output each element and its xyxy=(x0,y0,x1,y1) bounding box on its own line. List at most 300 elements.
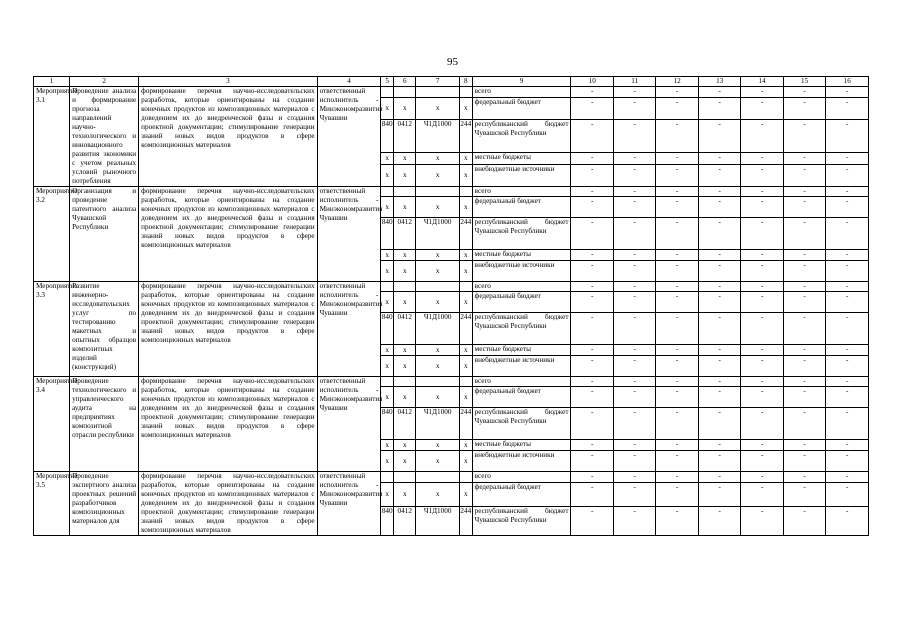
year-value: - xyxy=(613,218,655,250)
year-value: - xyxy=(698,472,740,483)
funding-source: республиканский бюджет Чувашской Республики xyxy=(472,218,571,250)
year-value: - xyxy=(826,87,869,98)
year-value: - xyxy=(571,218,613,250)
year-value: - xyxy=(783,313,825,345)
year-value: - xyxy=(698,387,740,408)
code-grbs: 840 xyxy=(381,119,394,153)
year-value: - xyxy=(656,408,698,440)
year-value: - xyxy=(613,507,655,536)
year-value: - xyxy=(826,313,869,345)
header-cell: 3 xyxy=(139,77,317,87)
year-value: - xyxy=(656,356,698,377)
code-cell xyxy=(381,187,394,197)
year-value: - xyxy=(698,153,740,165)
header-cell: 6 xyxy=(394,77,416,87)
year-value: - xyxy=(656,261,698,282)
year-value: - xyxy=(656,282,698,292)
year-value: - xyxy=(826,292,869,313)
year-value: - xyxy=(741,440,783,451)
code-x: x xyxy=(416,292,460,313)
code-x: x xyxy=(381,451,394,472)
year-value: - xyxy=(656,218,698,250)
year-value: - xyxy=(698,164,740,186)
header-cell: 8 xyxy=(459,77,472,87)
year-value: - xyxy=(698,356,740,377)
year-value: - xyxy=(571,153,613,165)
year-value: - xyxy=(783,97,825,119)
year-value: - xyxy=(613,472,655,483)
table-row xyxy=(34,472,869,483)
year-value: - xyxy=(826,507,869,536)
code-grbs: 840 xyxy=(381,507,394,536)
year-value: - xyxy=(698,282,740,292)
page-number: 95 xyxy=(447,56,458,68)
header-cell: 11 xyxy=(613,77,655,87)
funding-source: всего xyxy=(472,87,571,98)
year-value: - xyxy=(613,261,655,282)
header-cell: 16 xyxy=(826,77,869,87)
funding-source: республиканский бюджет Чувашской Республики xyxy=(472,313,571,345)
funding-source: местные бюджеты xyxy=(472,250,571,261)
code-x: x xyxy=(381,292,394,313)
code-cell xyxy=(394,377,416,387)
measure-executor: ответственный исполнитель - Минэкономразвития Чувашии xyxy=(317,377,381,472)
year-value: - xyxy=(613,197,655,218)
year-value: - xyxy=(741,292,783,313)
year-value: - xyxy=(571,164,613,186)
code-cell xyxy=(381,282,394,292)
year-value: - xyxy=(826,250,869,261)
year-value: - xyxy=(783,261,825,282)
header-cell: 9 xyxy=(472,77,571,87)
code-cell xyxy=(459,472,472,483)
code-x: x xyxy=(416,261,460,282)
year-value: - xyxy=(783,250,825,261)
header-cell: 5 xyxy=(381,77,394,87)
code-expense-type: 244 xyxy=(459,507,472,536)
year-value: - xyxy=(698,119,740,153)
year-value: - xyxy=(741,387,783,408)
year-value: - xyxy=(741,507,783,536)
year-value: - xyxy=(826,282,869,292)
code-target-article: Ч1Д1000 xyxy=(416,119,460,153)
year-value: - xyxy=(698,440,740,451)
code-cell xyxy=(459,282,472,292)
code-x: x xyxy=(381,483,394,507)
measure-result: формирование перечня научно-исследовательских разработок, которые ориентированы на создание конечных продуктов из композиционных материалов с доведением их до внедренческой фазы и создания проектной документации; стимулирование генерации знаний новых видов продуктов в сфере композиционных материалов xyxy=(139,472,317,536)
year-value: - xyxy=(613,97,655,119)
code-target-article: Ч1Д1000 xyxy=(416,218,460,250)
code-x: x xyxy=(394,345,416,356)
code-expense-type: 244 xyxy=(459,218,472,250)
code-x: x xyxy=(459,97,472,119)
measure-id: Мероприятие 3.4 xyxy=(34,377,70,472)
year-value: - xyxy=(698,483,740,507)
year-value: - xyxy=(656,97,698,119)
year-value: - xyxy=(783,187,825,197)
code-cell xyxy=(416,282,460,292)
measure-id: Мероприятие 3.3 xyxy=(34,282,70,377)
year-value: - xyxy=(698,250,740,261)
year-value: - xyxy=(613,408,655,440)
table-row xyxy=(34,282,869,292)
year-value: - xyxy=(698,451,740,472)
year-value: - xyxy=(656,250,698,261)
code-x: x xyxy=(394,250,416,261)
code-section: 0412 xyxy=(394,313,416,345)
code-x: x xyxy=(416,197,460,218)
year-value: - xyxy=(741,345,783,356)
year-value: - xyxy=(698,187,740,197)
year-value: - xyxy=(826,153,869,165)
year-value: - xyxy=(571,377,613,387)
year-value: - xyxy=(571,261,613,282)
code-cell xyxy=(381,377,394,387)
year-value: - xyxy=(826,440,869,451)
funding-source: внебюджетные источники xyxy=(472,451,571,472)
year-value: - xyxy=(656,153,698,165)
code-cell xyxy=(394,187,416,197)
year-value: - xyxy=(613,483,655,507)
code-x: x xyxy=(394,153,416,165)
measure-executor: ответственный исполнитель - Минэкономразвития Чувашии xyxy=(317,472,381,536)
year-value: - xyxy=(613,153,655,165)
year-value: - xyxy=(741,218,783,250)
year-value: - xyxy=(826,472,869,483)
code-x: x xyxy=(416,483,460,507)
code-cell xyxy=(459,87,472,98)
code-x: x xyxy=(416,97,460,119)
year-value: - xyxy=(783,292,825,313)
code-cell xyxy=(394,282,416,292)
year-value: - xyxy=(613,377,655,387)
year-value: - xyxy=(783,282,825,292)
year-value: - xyxy=(613,387,655,408)
code-x: x xyxy=(416,153,460,165)
year-value: - xyxy=(783,472,825,483)
code-x: x xyxy=(381,250,394,261)
code-x: x xyxy=(459,292,472,313)
year-value: - xyxy=(741,377,783,387)
year-value: - xyxy=(741,261,783,282)
code-x: x xyxy=(459,197,472,218)
year-value: - xyxy=(656,377,698,387)
year-value: - xyxy=(783,507,825,536)
year-value: - xyxy=(826,451,869,472)
year-value: - xyxy=(826,119,869,153)
code-expense-type: 244 xyxy=(459,408,472,440)
year-value: - xyxy=(783,218,825,250)
year-value: - xyxy=(571,472,613,483)
measure-result: формирование перечня научно-исследовательских разработок, которые ориентированы на создание конечных продуктов из композиционных материалов с доведением их до внедренческой фазы и создания проектной документации; стимулирование генерации знаний новых видов продуктов в сфере композиционных материалов xyxy=(139,187,317,282)
code-cell xyxy=(416,472,460,483)
code-x: x xyxy=(394,356,416,377)
year-value: - xyxy=(571,483,613,507)
header-cell: 13 xyxy=(698,77,740,87)
year-value: - xyxy=(741,87,783,98)
year-value: - xyxy=(826,187,869,197)
year-value: - xyxy=(698,313,740,345)
code-x: x xyxy=(459,356,472,377)
year-value: - xyxy=(571,408,613,440)
code-cell xyxy=(394,472,416,483)
code-x: x xyxy=(416,440,460,451)
funding-source: внебюджетные источники xyxy=(472,164,571,186)
code-x: x xyxy=(459,164,472,186)
measure-name: Проведение экспертного анализа проектных решений разработчиков композиционных материалов для xyxy=(70,472,139,536)
year-value: - xyxy=(698,261,740,282)
year-value: - xyxy=(656,507,698,536)
measure-result: формирование перечня научно-исследовательских разработок, которые ориентированы на создание конечных продуктов из композиционных материалов с доведением их до внедренческой фазы и создания проектной документации; стимулирование генерации знаний новых видов продуктов в сфере композиционных материалов xyxy=(139,282,317,377)
year-value: - xyxy=(613,356,655,377)
measure-name: Организация и проведение патентного анализа Чувашской Республики xyxy=(70,187,139,282)
header-cell: 4 xyxy=(317,77,381,87)
year-value: - xyxy=(741,408,783,440)
measure-name: Развитие инженерно-исследовательских услуг по тестированию макетных и опытных образцов композитных изделий (конструкций) xyxy=(70,282,139,377)
code-x: x xyxy=(394,197,416,218)
header-cell: 14 xyxy=(741,77,783,87)
year-value: - xyxy=(826,356,869,377)
code-cell xyxy=(416,187,460,197)
funding-source: федеральный бюджет xyxy=(472,483,571,507)
year-value: - xyxy=(698,345,740,356)
year-value: - xyxy=(783,387,825,408)
year-value: - xyxy=(741,472,783,483)
code-x: x xyxy=(394,451,416,472)
funding-source: местные бюджеты xyxy=(472,153,571,165)
code-cell xyxy=(416,377,460,387)
year-value: - xyxy=(656,483,698,507)
code-x: x xyxy=(394,97,416,119)
year-value: - xyxy=(571,356,613,377)
year-value: - xyxy=(613,313,655,345)
year-value: - xyxy=(741,97,783,119)
funding-source: республиканский бюджет Чувашской Республики xyxy=(472,408,571,440)
year-value: - xyxy=(741,356,783,377)
year-value: - xyxy=(613,451,655,472)
funding-source: всего xyxy=(472,472,571,483)
year-value: - xyxy=(783,164,825,186)
code-grbs: 840 xyxy=(381,313,394,345)
year-value: - xyxy=(571,250,613,261)
funding-source: федеральный бюджет xyxy=(472,292,571,313)
funding-source: местные бюджеты xyxy=(472,345,571,356)
code-x: x xyxy=(416,250,460,261)
table-row xyxy=(34,377,869,387)
code-grbs: 840 xyxy=(381,408,394,440)
measure-result: формирование перечня научно-исследовательских разработок, которые ориентированы на создание конечных продуктов из композиционных материалов с доведением их до внедренческой фазы и создания проектной документации; стимулирование генерации знаний новых видов продуктов в сфере композиционных материалов xyxy=(139,87,317,187)
code-x: x xyxy=(416,451,460,472)
measure-name: Проведение технологического и управленческого аудита на предприятиях композитной отрасли республики xyxy=(70,377,139,472)
year-value: - xyxy=(613,164,655,186)
year-value: - xyxy=(741,451,783,472)
year-value: - xyxy=(698,97,740,119)
year-value: - xyxy=(613,292,655,313)
code-x: x xyxy=(381,164,394,186)
code-x: x xyxy=(459,440,472,451)
year-value: - xyxy=(783,483,825,507)
year-value: - xyxy=(571,97,613,119)
measure-id: Мероприятие 3.1 xyxy=(34,87,70,187)
code-target-article: Ч1Д1000 xyxy=(416,313,460,345)
year-value: - xyxy=(783,451,825,472)
year-value: - xyxy=(698,87,740,98)
funding-source: всего xyxy=(472,187,571,197)
year-value: - xyxy=(571,292,613,313)
code-x: x xyxy=(381,440,394,451)
table-row xyxy=(34,87,869,98)
year-value: - xyxy=(613,87,655,98)
year-value: - xyxy=(741,187,783,197)
year-value: - xyxy=(571,507,613,536)
code-x: x xyxy=(416,345,460,356)
year-value: - xyxy=(571,451,613,472)
year-value: - xyxy=(741,164,783,186)
funding-source: республиканский бюджет Чувашской Республики xyxy=(472,507,571,536)
year-value: - xyxy=(826,218,869,250)
measure-id: Мероприятие 3.5 xyxy=(34,472,70,536)
code-x: x xyxy=(381,153,394,165)
code-expense-type: 244 xyxy=(459,313,472,345)
year-value: - xyxy=(656,292,698,313)
year-value: - xyxy=(741,119,783,153)
code-x: x xyxy=(381,345,394,356)
code-x: x xyxy=(459,153,472,165)
year-value: - xyxy=(698,377,740,387)
header-cell: 1 xyxy=(34,77,70,87)
year-value: - xyxy=(613,440,655,451)
year-value: - xyxy=(656,187,698,197)
year-value: - xyxy=(613,187,655,197)
year-value: - xyxy=(571,187,613,197)
code-target-article: Ч1Д1000 xyxy=(416,408,460,440)
code-x: x xyxy=(394,164,416,186)
year-value: - xyxy=(656,119,698,153)
header-cell: 15 xyxy=(783,77,825,87)
code-x: x xyxy=(459,451,472,472)
year-value: - xyxy=(656,345,698,356)
year-value: - xyxy=(698,197,740,218)
year-value: - xyxy=(613,250,655,261)
year-value: - xyxy=(698,408,740,440)
header-row xyxy=(34,77,869,87)
year-value: - xyxy=(783,153,825,165)
year-value: - xyxy=(783,87,825,98)
code-x: x xyxy=(381,261,394,282)
code-x: x xyxy=(459,483,472,507)
year-value: - xyxy=(656,164,698,186)
year-value: - xyxy=(741,250,783,261)
code-x: x xyxy=(459,261,472,282)
funding-source: внебюджетные источники xyxy=(472,356,571,377)
funding-source: республиканский бюджет Чувашской Республики xyxy=(472,119,571,153)
year-value: - xyxy=(613,282,655,292)
year-value: - xyxy=(571,345,613,356)
code-x: x xyxy=(381,356,394,377)
funding-source: внебюджетные источники xyxy=(472,261,571,282)
code-section: 0412 xyxy=(394,119,416,153)
year-value: - xyxy=(783,197,825,218)
year-value: - xyxy=(656,472,698,483)
code-x: x xyxy=(459,250,472,261)
year-value: - xyxy=(826,377,869,387)
code-x: x xyxy=(394,261,416,282)
year-value: - xyxy=(783,356,825,377)
measure-executor: ответственный исполнитель - Минэкономразвития Чувашии xyxy=(317,282,381,377)
year-value: - xyxy=(656,451,698,472)
year-value: - xyxy=(783,119,825,153)
measure-id: Мероприятие 3.2 xyxy=(34,187,70,282)
year-value: - xyxy=(826,387,869,408)
code-x: x xyxy=(459,387,472,408)
code-x: x xyxy=(394,483,416,507)
funding-source: федеральный бюджет xyxy=(472,387,571,408)
code-section: 0412 xyxy=(394,507,416,536)
year-value: - xyxy=(741,313,783,345)
year-value: - xyxy=(741,197,783,218)
year-value: - xyxy=(656,440,698,451)
header-cell: 10 xyxy=(571,77,613,87)
code-cell xyxy=(459,187,472,197)
measure-name: Проведение анализа и формирование прогноза направлений научно-технологического и инновационного развития экономики с учетом реальных условий рыночного потребления xyxy=(70,87,139,187)
measure-result: формирование перечня научно-исследовательских разработок, которые ориентированы на создание конечных продуктов из композиционных материалов с доведением их до внедренческой фазы и создания проектной документации; стимулирование генерации знаний новых видов продуктов в сфере композиционных материалов xyxy=(139,377,317,472)
year-value: - xyxy=(656,197,698,218)
year-value: - xyxy=(698,507,740,536)
measure-executor: ответственный исполнитель - Минэкономразвития Чувашии xyxy=(317,87,381,187)
year-value: - xyxy=(826,197,869,218)
year-value: - xyxy=(826,483,869,507)
code-target-article: Ч1Д1000 xyxy=(416,507,460,536)
year-value: - xyxy=(741,282,783,292)
code-x: x xyxy=(381,197,394,218)
year-value: - xyxy=(826,408,869,440)
year-value: - xyxy=(741,153,783,165)
code-x: x xyxy=(416,164,460,186)
header-cell: 2 xyxy=(70,77,139,87)
code-cell xyxy=(381,472,394,483)
code-x: x xyxy=(416,387,460,408)
year-value: - xyxy=(826,97,869,119)
funding-source: федеральный бюджет xyxy=(472,97,571,119)
program-table xyxy=(33,76,869,536)
code-x: x xyxy=(381,97,394,119)
year-value: - xyxy=(571,282,613,292)
year-value: - xyxy=(571,440,613,451)
code-x: x xyxy=(394,440,416,451)
year-value: - xyxy=(656,87,698,98)
year-value: - xyxy=(783,345,825,356)
code-x: x xyxy=(381,387,394,408)
code-x: x xyxy=(459,345,472,356)
measure-executor: ответственный исполнитель - Минэкономразвития Чувашии xyxy=(317,187,381,282)
funding-source: всего xyxy=(472,377,571,387)
year-value: - xyxy=(656,387,698,408)
year-value: - xyxy=(783,377,825,387)
year-value: - xyxy=(571,87,613,98)
year-value: - xyxy=(826,261,869,282)
code-x: x xyxy=(394,387,416,408)
year-value: - xyxy=(826,164,869,186)
year-value: - xyxy=(656,313,698,345)
code-section: 0412 xyxy=(394,408,416,440)
funding-source: местные бюджеты xyxy=(472,440,571,451)
code-x: x xyxy=(394,292,416,313)
year-value: - xyxy=(571,313,613,345)
code-cell xyxy=(394,87,416,98)
year-value: - xyxy=(698,292,740,313)
year-value: - xyxy=(741,483,783,507)
code-cell xyxy=(381,87,394,98)
